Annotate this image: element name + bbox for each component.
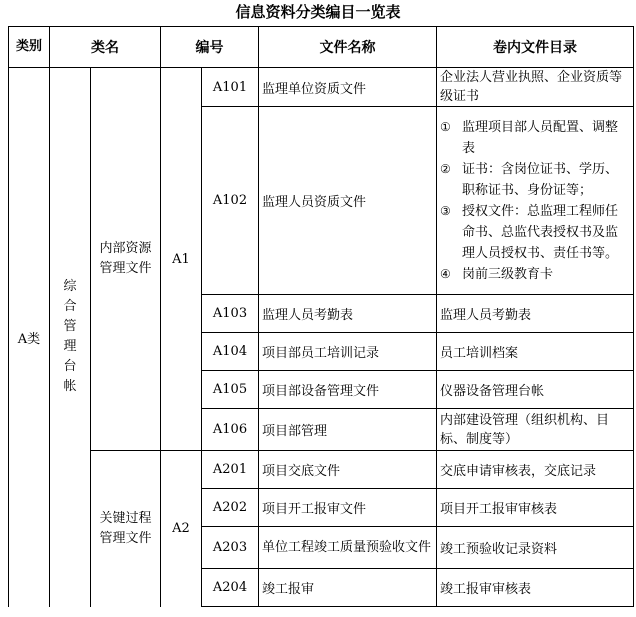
header-row — [9, 27, 634, 68]
group-a2-code: A2 — [161, 451, 202, 607]
row-file-name: 项目开工报审文件 — [259, 489, 437, 527]
row-code: A101 — [202, 68, 259, 107]
item-text: 授权文件：总监理工程师任命书、总监代表授权书及监理人员授权书、责任书等。 — [462, 203, 619, 261]
row-contents — [437, 107, 634, 295]
row-code: A103 — [202, 295, 259, 333]
row-file-name: 监理人员资质文件 — [259, 107, 437, 295]
row-file-name: 项目部设备管理文件 — [259, 371, 437, 409]
row-contents: 内部建设管理（组织机构、目标、制度等） — [437, 409, 634, 451]
row-code: A201 — [202, 451, 259, 489]
table-row — [9, 68, 634, 107]
group-a1-code: A1 — [161, 68, 202, 451]
row-file-name: 项目部管理 — [259, 409, 437, 451]
row-contents: 交底申请审核表，交底记录 — [437, 451, 634, 489]
item-text: 证书：含岗位证书、学历、职称证书、身份证等； — [462, 161, 619, 198]
ledger-cell — [50, 68, 91, 607]
page-title: 信息资料分类编目一览表 — [235, 3, 401, 21]
row-contents: 仪器设备管理台帐 — [437, 371, 634, 409]
row-file-name: 竣工报审 — [259, 569, 437, 607]
row-contents: 项目开工报审审核表 — [437, 489, 634, 527]
row-file-name: 项目部员工培训记录 — [259, 333, 437, 371]
row-file-name: 监理人员考勤表 — [259, 295, 437, 333]
row-contents: 竣工报审审核表 — [437, 569, 634, 607]
category-cell: A类 — [9, 68, 50, 607]
group-a1-name-cell — [91, 68, 161, 451]
row-file-name: 项目交底文件 — [259, 451, 437, 489]
header-contents: 卷内文件目录 — [437, 27, 634, 68]
list-item — [440, 201, 630, 264]
item-number: ④ — [440, 266, 451, 281]
group-a2-name-cell — [91, 451, 161, 607]
group-a2-name: 关键过程管理文件 — [99, 510, 152, 546]
group-a1-name: 内部资源管理文件 — [99, 241, 152, 276]
item-number: ③ — [440, 203, 451, 218]
row-contents: 竣工预验收记录资料 — [437, 527, 634, 569]
row-code: A106 — [202, 409, 259, 451]
row-code: A203 — [202, 527, 259, 569]
row-code: A105 — [202, 371, 259, 409]
list-item — [440, 264, 630, 285]
ledger-label: 综合管理台帐 — [63, 279, 77, 395]
list-item — [440, 159, 630, 201]
catalog-table — [8, 26, 634, 607]
row-file-name: 监理单位资质文件 — [259, 68, 437, 107]
header-category: 类别 — [9, 27, 50, 68]
row-contents: 员工培训档案 — [437, 333, 634, 371]
list-item — [440, 117, 630, 159]
row-code: A202 — [202, 489, 259, 527]
contents-list — [440, 117, 630, 285]
row-code: A204 — [202, 569, 259, 607]
table-row — [9, 451, 634, 489]
row-contents: 监理人员考勤表 — [437, 295, 634, 333]
item-text: 监理项目部人员配置、调整表 — [462, 119, 619, 156]
header-class-name: 类名 — [50, 27, 161, 68]
row-code: A102 — [202, 107, 259, 295]
item-number: ① — [440, 119, 451, 134]
header-code: 编号 — [161, 27, 259, 68]
row-contents: 企业法人营业执照、企业资质等级证书 — [437, 68, 634, 107]
header-file-name: 文件名称 — [259, 27, 437, 68]
row-code: A104 — [202, 333, 259, 371]
item-text: 岗前三级教育卡 — [462, 266, 554, 282]
item-number: ② — [440, 161, 451, 176]
row-file-name: 单位工程竣工质量预验收文件 — [259, 527, 437, 569]
